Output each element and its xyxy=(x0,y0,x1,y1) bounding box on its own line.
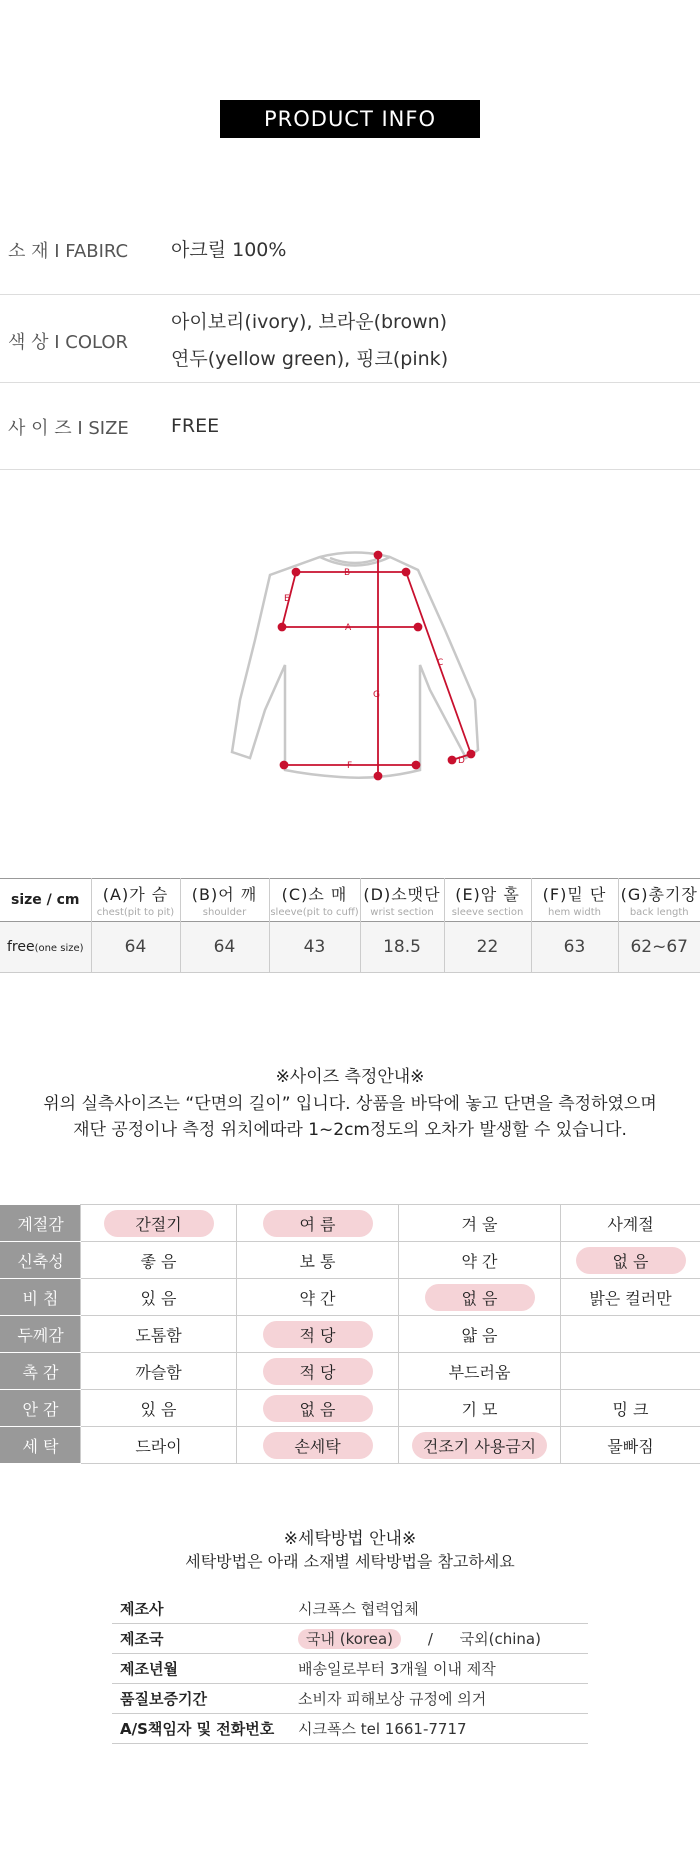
diagram-label-e: E xyxy=(284,594,290,604)
size-value: 62~67 xyxy=(618,922,700,973)
date-value: 배송일로부터 3개월 이내 제작 xyxy=(298,1654,588,1684)
attribute-option xyxy=(561,1390,700,1427)
table-row xyxy=(1,1205,700,1242)
size-col-header: (B)어 깨 shoulder xyxy=(180,879,269,922)
table-row xyxy=(112,1714,588,1744)
size-notice-line2: 재단 공정이나 측정 위치에따라 1~2cm정도의 오차가 발생할 수 있습니다. xyxy=(73,1120,627,1140)
option-text: 약 간 xyxy=(461,1251,498,1271)
size-value: 63 xyxy=(531,922,618,973)
option-text: 있 음 xyxy=(140,1399,177,1419)
diagram-label-c: C xyxy=(437,658,444,668)
table-row xyxy=(112,1624,588,1654)
country-foreign: 국외(china) xyxy=(459,1630,541,1648)
attribute-option xyxy=(81,1205,237,1242)
attribute-option xyxy=(81,1242,237,1279)
attribute-option xyxy=(399,1279,561,1316)
selected-option: 손세탁 xyxy=(263,1432,373,1459)
option-text: 드라이 xyxy=(135,1436,182,1456)
attribute-label: 비 침 xyxy=(1,1279,81,1316)
option-text: 물빠짐 xyxy=(607,1436,654,1456)
attribute-option xyxy=(561,1353,700,1390)
country-key: 제조국 xyxy=(112,1624,298,1654)
care-notice-line: 세탁방법은 아래 소재별 세탁방법을 참고하세요 xyxy=(185,1552,515,1571)
attribute-label: 계절감 xyxy=(1,1205,81,1242)
attribute-option xyxy=(399,1242,561,1279)
attribute-option xyxy=(81,1390,237,1427)
attribute-option xyxy=(237,1390,399,1427)
option-text: 기 모 xyxy=(461,1399,498,1419)
selected-option: 적 당 xyxy=(263,1358,373,1385)
info-row-size xyxy=(0,383,700,470)
size-col-header: (D)소맷단 wrist section xyxy=(360,879,444,922)
table-row xyxy=(1,1316,700,1353)
table-row xyxy=(1,1353,700,1390)
info-row-color xyxy=(0,294,700,383)
info-value: 아이보리(ivory), 브라운(brown) xyxy=(171,311,448,333)
maker-value: 시크폭스 협력업체 xyxy=(298,1594,588,1624)
option-text: 얇 음 xyxy=(461,1325,498,1345)
size-value: 18.5 xyxy=(360,922,444,973)
attribute-option xyxy=(237,1205,399,1242)
info-label: 소 재 I FABIRC xyxy=(8,241,129,262)
selected-option: 간절기 xyxy=(104,1210,214,1237)
size-col-header: (E)암 홀 sleeve section xyxy=(444,879,531,922)
attribute-label: 촉 감 xyxy=(1,1353,81,1390)
size-col-header: (F)밑 단 hem width xyxy=(531,879,618,922)
size-notice-line1: 위의 실측사이즈는 “단면의 길이” 입니다. 상품을 바닥에 놓고 단면을 측정하였으며 xyxy=(43,1094,657,1114)
size-table-row xyxy=(0,922,700,973)
attribute-option xyxy=(561,1316,700,1353)
selected-option: 건조기 사용금지 xyxy=(412,1432,547,1459)
option-text: 밝은 컬러만 xyxy=(589,1288,672,1308)
selected-option: 적 당 xyxy=(263,1321,373,1348)
option-text: 부드러움 xyxy=(448,1362,511,1382)
country-value xyxy=(298,1624,588,1654)
attribute-option xyxy=(237,1279,399,1316)
attribute-option xyxy=(237,1427,399,1464)
attribute-option xyxy=(81,1316,237,1353)
maker-key: 제조사 xyxy=(112,1594,298,1624)
attribute-option xyxy=(237,1316,399,1353)
diagram-label-f: F xyxy=(347,761,353,771)
table-row xyxy=(112,1654,588,1684)
selected-option: 여 름 xyxy=(263,1210,373,1237)
size-row-label: free(one size) xyxy=(0,922,91,973)
diagram-label-g: G xyxy=(373,690,380,700)
size-col-header: (G)총기장 back length xyxy=(618,879,700,922)
attribute-option xyxy=(399,1353,561,1390)
info-label: 색 상 I COLOR xyxy=(8,332,129,353)
size-value: 43 xyxy=(269,922,360,973)
option-text: 도톰함 xyxy=(135,1325,182,1345)
attribute-option xyxy=(561,1205,700,1242)
attribute-option xyxy=(399,1316,561,1353)
attribute-option xyxy=(81,1353,237,1390)
warranty-key: 품질보증기간 xyxy=(112,1684,298,1714)
info-value: FREE xyxy=(171,415,220,437)
date-key: 제조년월 xyxy=(112,1654,298,1684)
option-text: 보 통 xyxy=(299,1251,336,1271)
diagram-label-d: D xyxy=(458,756,465,766)
attribute-option xyxy=(561,1427,700,1464)
option-text: 있 음 xyxy=(140,1288,177,1308)
warranty-value: 소비자 피해보상 규정에 의거 xyxy=(298,1684,588,1714)
info-value: 아크릴 100% xyxy=(171,239,287,261)
selected-option: 없 음 xyxy=(576,1247,686,1274)
size-table-header xyxy=(0,879,700,922)
table-row xyxy=(1,1242,700,1279)
country-domestic: 국내 (korea) xyxy=(298,1629,401,1649)
info-label: 사 이 즈 I SIZE xyxy=(8,418,129,439)
diagram-label-b: B xyxy=(344,568,351,578)
diagram-label-a: A xyxy=(345,623,352,633)
attribute-label: 두께감 xyxy=(1,1316,81,1353)
country-separator: / xyxy=(427,1630,433,1648)
size-col-header: (C)소 매 sleeve(pit to cuff) xyxy=(269,879,360,922)
page-title: PRODUCT INFO xyxy=(220,100,480,138)
option-text: 약 간 xyxy=(299,1288,336,1308)
size-col-header: (A)가 슴 chest(pit to pit) xyxy=(91,879,180,922)
option-text: 까슬함 xyxy=(135,1362,182,1382)
info-value: 연두(yellow green), 핑크(pink) xyxy=(171,348,449,370)
table-row xyxy=(1,1279,700,1316)
attribute-option xyxy=(561,1279,700,1316)
table-row xyxy=(1,1390,700,1427)
garment-diagram xyxy=(220,540,490,790)
size-notice-title: ※사이즈 측정안내※ xyxy=(275,1067,425,1087)
attribute-option xyxy=(81,1279,237,1316)
size-value: 64 xyxy=(180,922,269,973)
as-key: A/S책임자 및 전화번호 xyxy=(112,1714,298,1744)
attribute-table xyxy=(0,1204,700,1464)
attribute-label: 세 탁 xyxy=(1,1427,81,1464)
attribute-option xyxy=(399,1205,561,1242)
attribute-option xyxy=(237,1242,399,1279)
option-text: 사계절 xyxy=(607,1214,654,1234)
attribute-option xyxy=(81,1427,237,1464)
attribute-option xyxy=(237,1353,399,1390)
attribute-option xyxy=(399,1427,561,1464)
as-value: 시크폭스 tel 1661-7717 xyxy=(298,1714,588,1744)
table-row xyxy=(112,1684,588,1714)
option-text: 밍 크 xyxy=(612,1399,649,1419)
attribute-label: 신축성 xyxy=(1,1242,81,1279)
attribute-option xyxy=(561,1242,700,1279)
info-row-fabric xyxy=(0,212,700,295)
option-text: 좋 음 xyxy=(140,1251,177,1271)
attribute-option xyxy=(399,1390,561,1427)
size-value: 22 xyxy=(444,922,531,973)
size-header-label: size / cm xyxy=(0,879,91,922)
table-row xyxy=(1,1427,700,1464)
size-value: 64 xyxy=(91,922,180,973)
option-text: 겨 울 xyxy=(461,1214,498,1234)
manufacturer-table xyxy=(112,1594,588,1744)
size-table xyxy=(0,878,700,973)
selected-option: 없 음 xyxy=(425,1284,535,1311)
table-row xyxy=(112,1594,588,1624)
care-notice-title: ※세탁방법 안내※ xyxy=(283,1529,417,1549)
selected-option: 없 음 xyxy=(263,1395,373,1422)
attribute-label: 안 감 xyxy=(1,1390,81,1427)
